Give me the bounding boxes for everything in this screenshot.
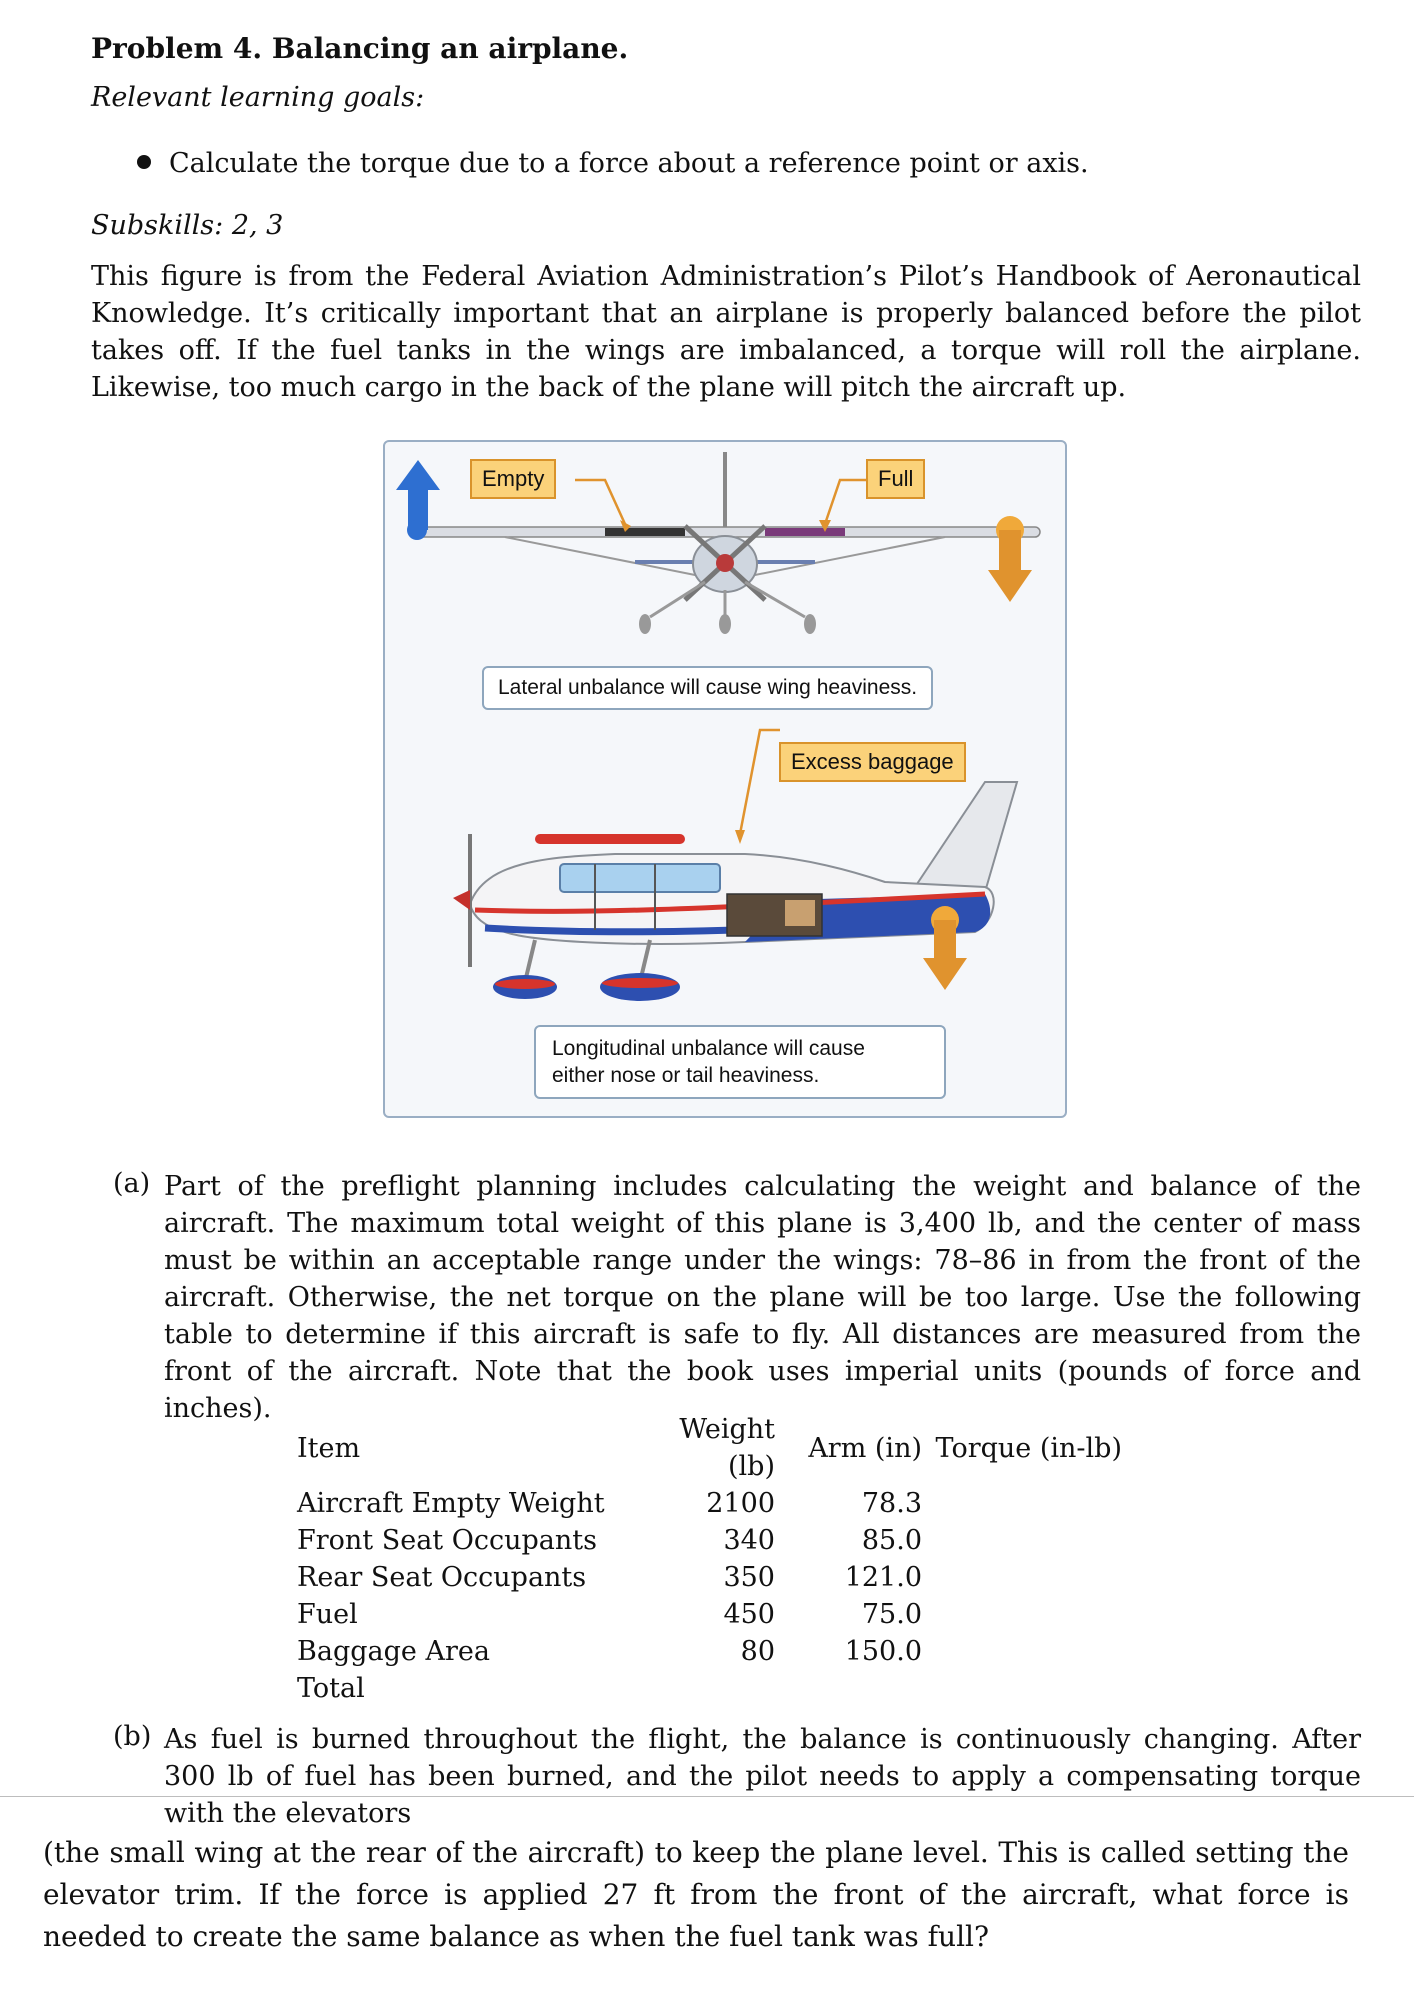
table-cell — [922, 1485, 1122, 1522]
table-cell: Front Seat Occupants — [297, 1525, 597, 1556]
table-row — [297, 1559, 1122, 1596]
weight-balance-table — [297, 1411, 1122, 1707]
longitudinal-caption-line2: either nose or tail heaviness. — [552, 1064, 820, 1087]
table-cell: 80 — [740, 1636, 775, 1667]
table-cell: 2100 — [706, 1488, 775, 1519]
tag-full: Full — [866, 459, 925, 499]
table-row — [297, 1522, 1122, 1559]
learning-goal-item — [137, 148, 1089, 179]
lateral-caption: Lateral unbalance will cause wing heaviness. — [482, 666, 933, 710]
table-cell — [775, 1670, 922, 1707]
table-cell — [922, 1522, 1122, 1559]
table-cell: 350 — [723, 1562, 775, 1593]
table-cell: 78.3 — [861, 1488, 922, 1519]
table-cell: Baggage Area — [297, 1636, 490, 1667]
longitudinal-caption — [534, 1025, 946, 1099]
learning-goal-text: Calculate the torque due to a force about a reference point or axis. — [169, 148, 1089, 179]
table-cell: Rear Seat Occupants — [297, 1562, 587, 1593]
table-cell: 75.0 — [861, 1599, 922, 1630]
table-cell — [922, 1633, 1122, 1670]
part-b-label: (b) — [113, 1721, 152, 1752]
table-cell — [922, 1596, 1122, 1633]
tag-empty: Empty — [470, 459, 556, 499]
table-cell: 450 — [723, 1599, 775, 1630]
table-cell: Aircraft Empty Weight — [297, 1488, 605, 1519]
learning-goals-heading: Relevant learning goals: — [91, 82, 425, 113]
page-divider — [0, 1796, 1414, 1797]
table-cell: Fuel — [297, 1599, 358, 1630]
subskills: Subskills: 2, 3 — [91, 210, 284, 241]
part-a-label: (a) — [113, 1168, 151, 1199]
table-cell — [922, 1559, 1122, 1596]
part-b-text-page2: (the small wing at the rear of the aircraft) to keep the plane level. This is called setting the elevator trim. If the force is applied 27 ft from the front of the aircraft, what force is needed to create the same balance as when the fuel tank was full? — [43, 1836, 1349, 1953]
table-cell: 121.0 — [844, 1562, 922, 1593]
header-weight: Weight (lb) — [679, 1414, 775, 1482]
table-cell: 150.0 — [844, 1636, 922, 1667]
part-a-text: Part of the preflight planning includes calculating the weight and balance of the aircraft. The maximum total weight of this plane is 3,400 lb, and the center of mass must be within an acceptable range under the wings: 78–86 in from the front of the aircraft. Otherwise, the net torque on the plane will be too large. Use the following table to determine if this aircraft is safe to fly. All distances are measured from the front of the aircraft. Note that the book uses imperial units (pounds of force and inches). — [164, 1171, 1361, 1424]
table-header-row — [297, 1411, 1122, 1485]
tag-excess-baggage: Excess baggage — [779, 742, 966, 782]
table-row-total — [297, 1670, 1122, 1707]
table-row — [297, 1485, 1122, 1522]
header-item: Item — [297, 1432, 361, 1464]
problem-title: Problem 4. Balancing an airplane. — [91, 32, 629, 65]
balance-figure — [383, 440, 1067, 1118]
table-row — [297, 1633, 1122, 1670]
bullet-icon — [137, 155, 151, 169]
table-cell — [632, 1670, 775, 1707]
table-cell: 85.0 — [861, 1525, 922, 1556]
table-row — [297, 1596, 1122, 1633]
longitudinal-caption-line1: Longitudinal unbalance will cause — [552, 1037, 865, 1060]
part-b-text-page1: As fuel is burned throughout the flight, the balance is continuously changing. After 300 lb of fuel has been burned, and the pilot needs to apply a compensating torque with the elevators — [164, 1724, 1361, 1829]
intro-paragraph: This figure is from the Federal Aviation Administration’s Pilot’s Handbook of Aeronautical Knowledge. It’s critically important that an airplane is properly balanced before the pilot takes off. If the fuel tanks in the wings are imbalanced, a torque will roll the airplane. Likewise, too much cargo in the back of the plane will pitch the aircraft up. — [91, 261, 1361, 403]
header-arm: Arm (in) — [808, 1432, 922, 1464]
header-torque: Torque (in-lb) — [935, 1432, 1122, 1464]
table-cell: 340 — [723, 1525, 775, 1556]
table-cell: Total — [297, 1673, 365, 1704]
table-cell — [922, 1670, 1122, 1707]
